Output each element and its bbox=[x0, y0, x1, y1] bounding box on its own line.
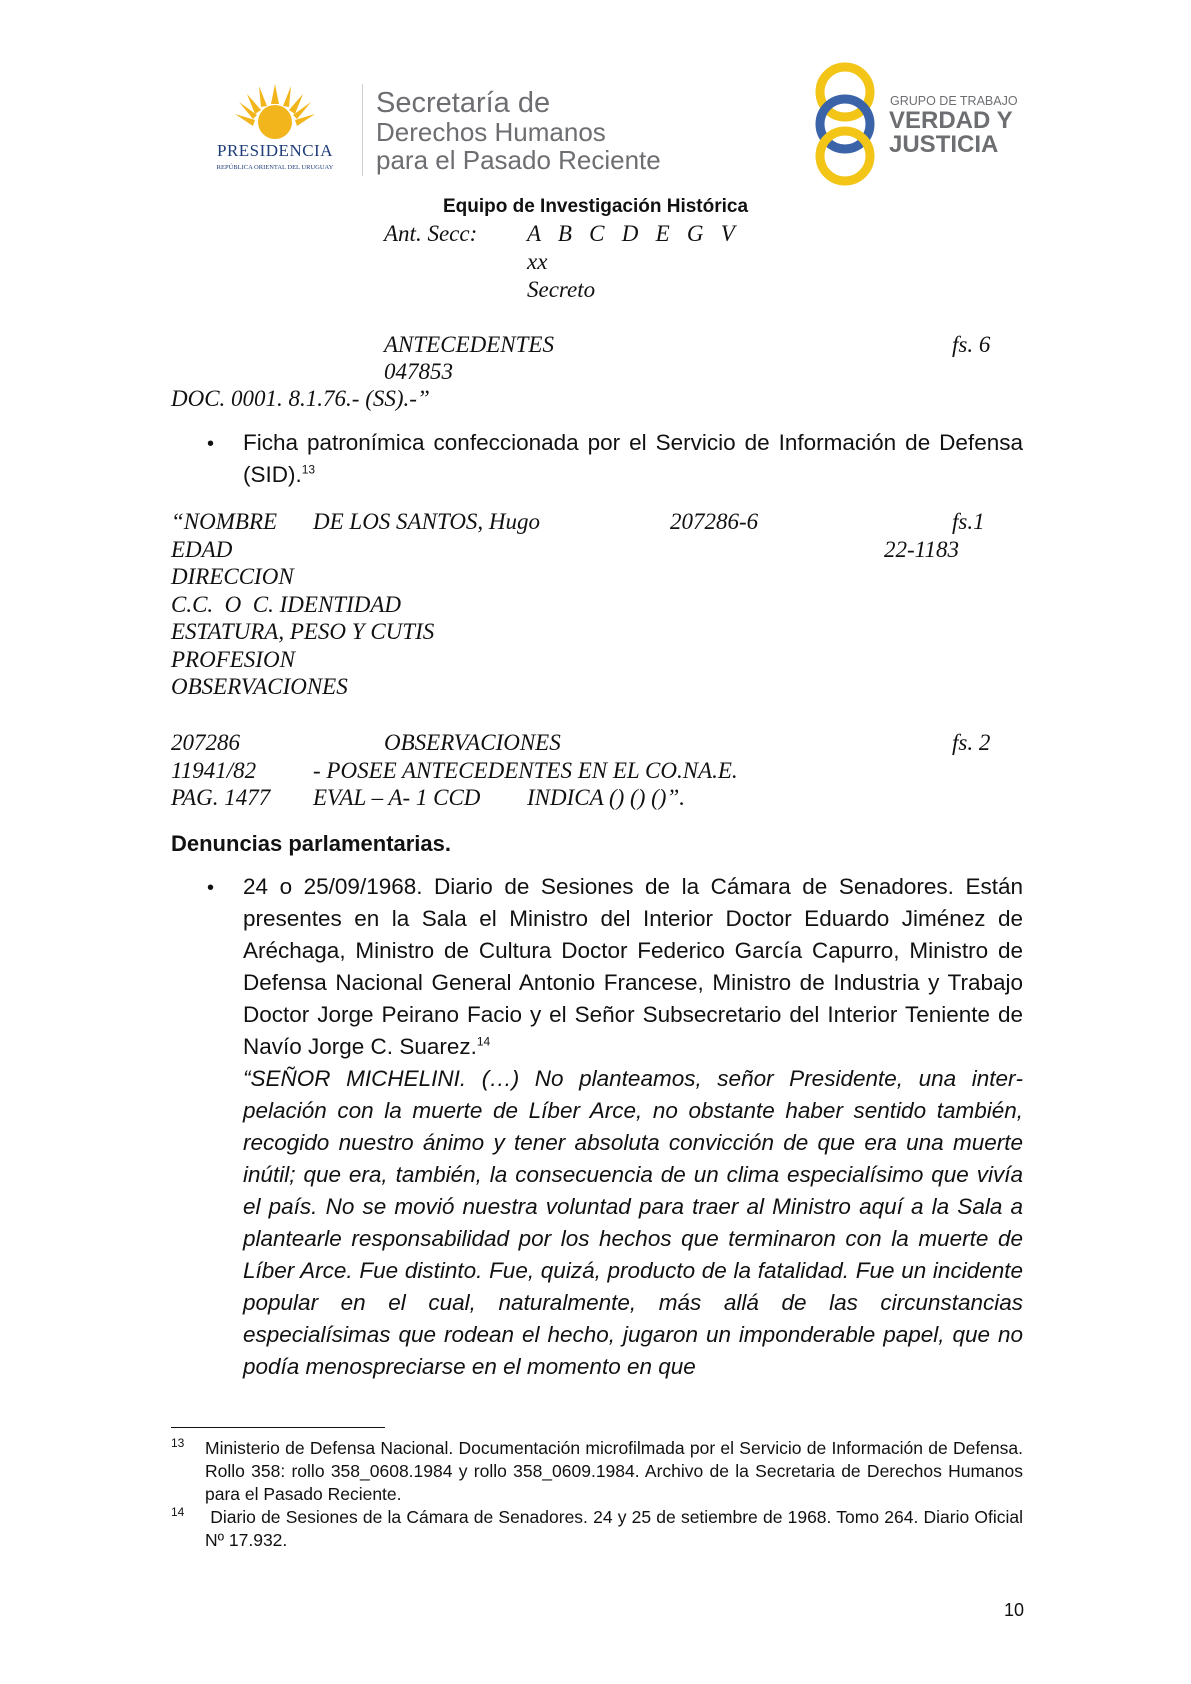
nombre-value: DE LOS SANTOS, Hugo bbox=[313, 509, 541, 534]
folio-6: fs. 6 bbox=[952, 332, 991, 357]
secretaria-line-2: Derechos Humanos bbox=[376, 117, 606, 147]
presidencia-logo bbox=[195, 82, 355, 182]
grupo-line-3: JUSTICIA bbox=[889, 131, 999, 158]
grupo-line-1: GRUPO DE TRABAJO bbox=[890, 94, 1018, 108]
nombre-label: “NOMBRE bbox=[171, 509, 278, 534]
footnote-ref-13: 13 bbox=[301, 462, 316, 477]
grupo-line-2: VERDAD Y bbox=[889, 107, 1013, 134]
edad-value: 22-1183 bbox=[884, 537, 959, 562]
record3-ref: 11941/82 bbox=[171, 758, 257, 783]
footnote-14-number: 14 bbox=[171, 1505, 185, 1519]
estatura-label: ESTATURA, PESO Y CUTIS bbox=[171, 619, 435, 644]
bullet-marker-2: • bbox=[207, 877, 215, 899]
ant-secc-letters: A B C D E G V bbox=[527, 221, 735, 246]
bullet-ficha-text: Ficha patronímica confeccionada por el Servicio de Información de Defensa (SID). bbox=[243, 430, 1023, 487]
folio-1: fs.1 bbox=[952, 509, 985, 534]
footnote-14-text: Diario de Sesiones de la Cámara de Senadores. 24 y 25 de setiembre de 1968. Tomo 264. Diario Oficial Nº 17.932. bbox=[205, 1507, 1028, 1550]
direccion-label: DIRECCION bbox=[171, 564, 294, 589]
xx-value: xx bbox=[527, 249, 548, 274]
secretaria-line-1: Secretaría de bbox=[376, 87, 551, 119]
record3-observaciones: OBSERVACIONES bbox=[384, 730, 561, 755]
presidencia-subtitle: REPÚBLICA ORIENTAL DEL URUGUAY bbox=[216, 164, 334, 171]
footnote-ref-14: 14 bbox=[476, 1034, 491, 1049]
record3-id: 207286 bbox=[171, 730, 240, 755]
observaciones-label: OBSERVACIONES bbox=[171, 674, 348, 699]
footnote-13-text: Ministerio de Defensa Nacional. Documentación microfilmada por el Servicio de Información de Defensa. Rollo 358: rollo 358_0608.1984 y rollo 358_0609.1984. Archivo de la Secretaria de Derechos Humanos para el Pasado Reciente. bbox=[205, 1438, 1023, 1504]
record3-pag: PAG. 1477 bbox=[171, 785, 271, 810]
folio-2: fs. 2 bbox=[952, 730, 991, 755]
footnote-separator bbox=[171, 1427, 385, 1428]
doc-reference: DOC. 0001. 8.1.76.- (SS).-” bbox=[171, 386, 430, 411]
edad-label: EDAD bbox=[171, 537, 233, 562]
michelini-quote: “SEÑOR MICHELINI. (…) No planteamos, señor Presidente, una interpelación con la muerte de Líber Arce, no obstante haber sentido también, recogido nuestro ánimo y tener absoluta convicción de que era una muerte inútil; que era, también, la consecuencia de un clima especialísimo que vivía el país. No se movió nuestra voluntad para traer al Ministro aquí a la Sala a plantearle responsabilidad por los hechos que terminaron con la muerte de Líber Arce. Fue distinto. Fue, quizá, producto de la fatalidad. Fue un incidente popular en el cual, naturalmente, más allá de las circunstancias especialísimas que rodean el hecho, jugaron un imponderable papel, que no podía menospreciarse en el momento en que bbox=[243, 1066, 1023, 1379]
secreto-label: Secreto bbox=[527, 277, 596, 302]
record3-eval: EVAL – A- 1 CCD bbox=[313, 785, 481, 810]
secretaria-line-3: para el Pasado Reciente bbox=[376, 145, 661, 175]
bullet-ficha bbox=[243, 427, 1023, 491]
page-number: 10 bbox=[1004, 1600, 1025, 1620]
team-title: Equipo de Investigación Histórica bbox=[442, 196, 749, 217]
record3-indica: INDICA () () ()”. bbox=[527, 785, 685, 810]
antecedentes-label: ANTECEDENTES bbox=[384, 332, 554, 357]
bullet-diario-text: 24 o 25/09/1968. Diario de Sesiones de la Cámara de Senadores. Están presentes en la Sala el Ministro del Interior Doctor Eduardo Jiménez de Aréchaga, Ministro de Cultura Doctor Federico García Capurro, Ministro de Defensa Nacional General Antonio Francese, Ministro de Industria y Trabajo Doctor Jorge Peirano Facio y el Señor Subsecretario del Interior Teniente de Navío Jorge C. Suarez. bbox=[243, 874, 1023, 1059]
cc-label: C.C. O C. IDENTIDAD bbox=[171, 592, 402, 617]
grupo-logo bbox=[810, 62, 1020, 188]
bullet-diario bbox=[243, 871, 1023, 1063]
secretaria-title bbox=[376, 88, 661, 174]
record-number: 047853 bbox=[384, 359, 453, 384]
record-id: 207286-6 bbox=[670, 509, 759, 534]
ant-secc-label: Ant. Secc: bbox=[384, 221, 478, 246]
profesion-label: PROFESION bbox=[171, 647, 295, 672]
header-divider bbox=[362, 84, 363, 176]
footnote-13-number: 13 bbox=[171, 1436, 185, 1450]
section-title: Denuncias parlamentarias. bbox=[171, 831, 452, 856]
record3-antecedentes: - POSEE ANTECEDENTES EN EL CO.NA.E. bbox=[313, 758, 738, 783]
rings-icon bbox=[810, 62, 880, 188]
presidencia-label: PRESIDENCIA bbox=[216, 141, 333, 160]
bullet-marker: • bbox=[207, 433, 215, 455]
